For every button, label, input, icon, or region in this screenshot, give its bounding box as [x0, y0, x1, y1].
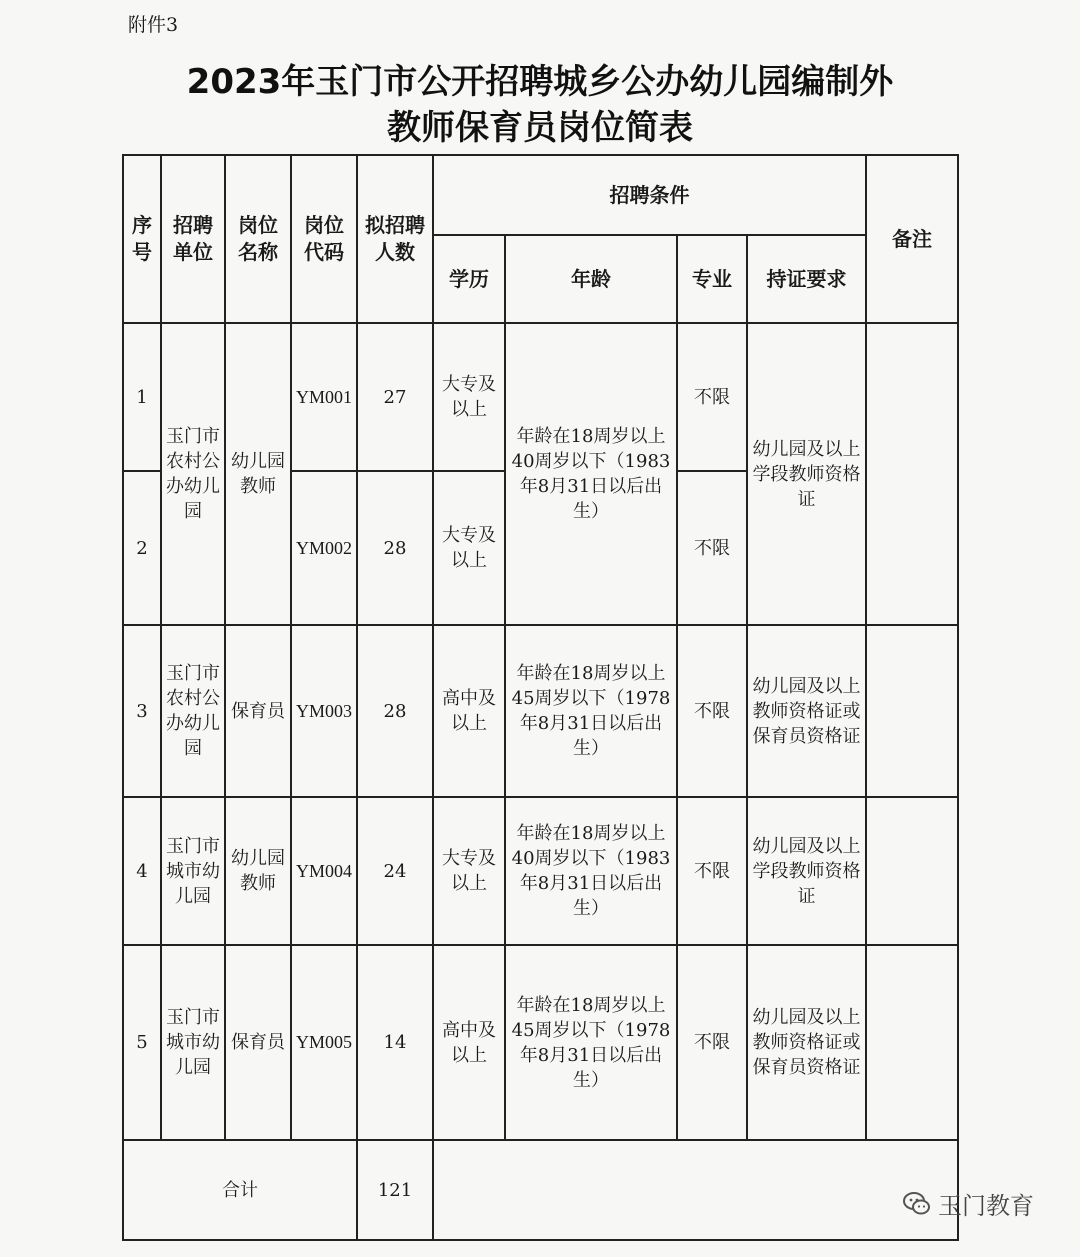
cell-cert: 幼儿园及以上教师资格证或保育员资格证 — [747, 625, 866, 797]
cell-position: 幼儿园教师 — [225, 323, 291, 625]
total-count: 121 — [357, 1140, 433, 1240]
cell-code: YM005 — [291, 945, 357, 1140]
cell-seq: 5 — [123, 945, 161, 1140]
table-row — [123, 323, 958, 471]
cell-seq: 1 — [123, 323, 161, 471]
header-code: 岗位代码 — [291, 155, 357, 323]
cell-code: YM004 — [291, 797, 357, 945]
header-major: 专业 — [677, 235, 747, 323]
cell-remarks — [866, 625, 958, 797]
cell-count: 24 — [357, 797, 433, 945]
cell-cert: 幼儿园及以上学段教师资格证 — [747, 323, 866, 625]
cell-cert: 幼儿园及以上教师资格证或保育员资格证 — [747, 945, 866, 1140]
header-count: 拟招聘人数 — [357, 155, 433, 323]
header-education: 学历 — [433, 235, 505, 323]
header-age: 年龄 — [505, 235, 677, 323]
cell-education: 大专及以上 — [433, 471, 505, 625]
cell-major: 不限 — [677, 945, 747, 1140]
cell-education: 高中及以上 — [433, 625, 505, 797]
header-remarks: 备注 — [866, 155, 958, 323]
cell-seq: 4 — [123, 797, 161, 945]
cell-count: 28 — [357, 471, 433, 625]
cell-age: 年龄在18周岁以上40周岁以下（1983年8月31日以后出生） — [505, 797, 677, 945]
header-cert: 持证要求 — [747, 235, 866, 323]
cell-age: 年龄在18周岁以上45周岁以下（1978年8月31日以后出生） — [505, 945, 677, 1140]
cell-code: YM002 — [291, 471, 357, 625]
cell-position: 幼儿园教师 — [225, 797, 291, 945]
cell-major: 不限 — [677, 797, 747, 945]
cell-seq: 3 — [123, 625, 161, 797]
cell-remarks — [866, 945, 958, 1140]
cell-code: YM003 — [291, 625, 357, 797]
cell-major: 不限 — [677, 625, 747, 797]
cell-age: 年龄在18周岁以上40周岁以下（1983年8月31日以后出生） — [505, 323, 677, 625]
page-subtitle: 教师保育员岗位简表 — [387, 108, 693, 148]
page-title: 2023年玉门市公开招聘城乡公办幼儿园编制外 — [186, 62, 894, 102]
total-row — [123, 1140, 958, 1240]
cell-remarks — [866, 797, 958, 945]
watermark-text: 玉门教育 — [938, 1192, 1034, 1220]
cell-major: 不限 — [677, 323, 747, 471]
cell-count: 28 — [357, 625, 433, 797]
attachment-label: 附件3 — [128, 14, 179, 36]
cell-unit: 玉门市农村公办幼儿园 — [161, 323, 225, 625]
table-row — [123, 625, 958, 797]
wechat-icon — [902, 1189, 932, 1219]
cell-position: 保育员 — [225, 945, 291, 1140]
cell-seq: 2 — [123, 471, 161, 625]
total-blank — [433, 1140, 958, 1240]
cell-unit: 玉门市城市幼儿园 — [161, 945, 225, 1140]
cell-education: 大专及以上 — [433, 797, 505, 945]
cell-count: 27 — [357, 323, 433, 471]
cell-age: 年龄在18周岁以上45周岁以下（1978年8月31日以后出生） — [505, 625, 677, 797]
header-position: 岗位名称 — [225, 155, 291, 323]
watermark — [902, 1186, 1034, 1221]
cell-major: 不限 — [677, 471, 747, 625]
table-row — [123, 945, 958, 1140]
table-row — [123, 797, 958, 945]
cell-cert: 幼儿园及以上学段教师资格证 — [747, 797, 866, 945]
cell-remarks — [866, 323, 958, 625]
total-label: 合计 — [123, 1140, 357, 1240]
header-unit: 招聘单位 — [161, 155, 225, 323]
cell-code: YM001 — [291, 323, 357, 471]
cell-position: 保育员 — [225, 625, 291, 797]
cell-count: 14 — [357, 945, 433, 1140]
header-row-1 — [123, 155, 958, 235]
cell-education: 高中及以上 — [433, 945, 505, 1140]
header-seq: 序号 — [123, 155, 161, 323]
header-conditions: 招聘条件 — [433, 155, 866, 235]
recruitment-table — [122, 154, 959, 1241]
cell-unit: 玉门市城市幼儿园 — [161, 797, 225, 945]
cell-education: 大专及以上 — [433, 323, 505, 471]
cell-unit: 玉门市农村公办幼儿园 — [161, 625, 225, 797]
